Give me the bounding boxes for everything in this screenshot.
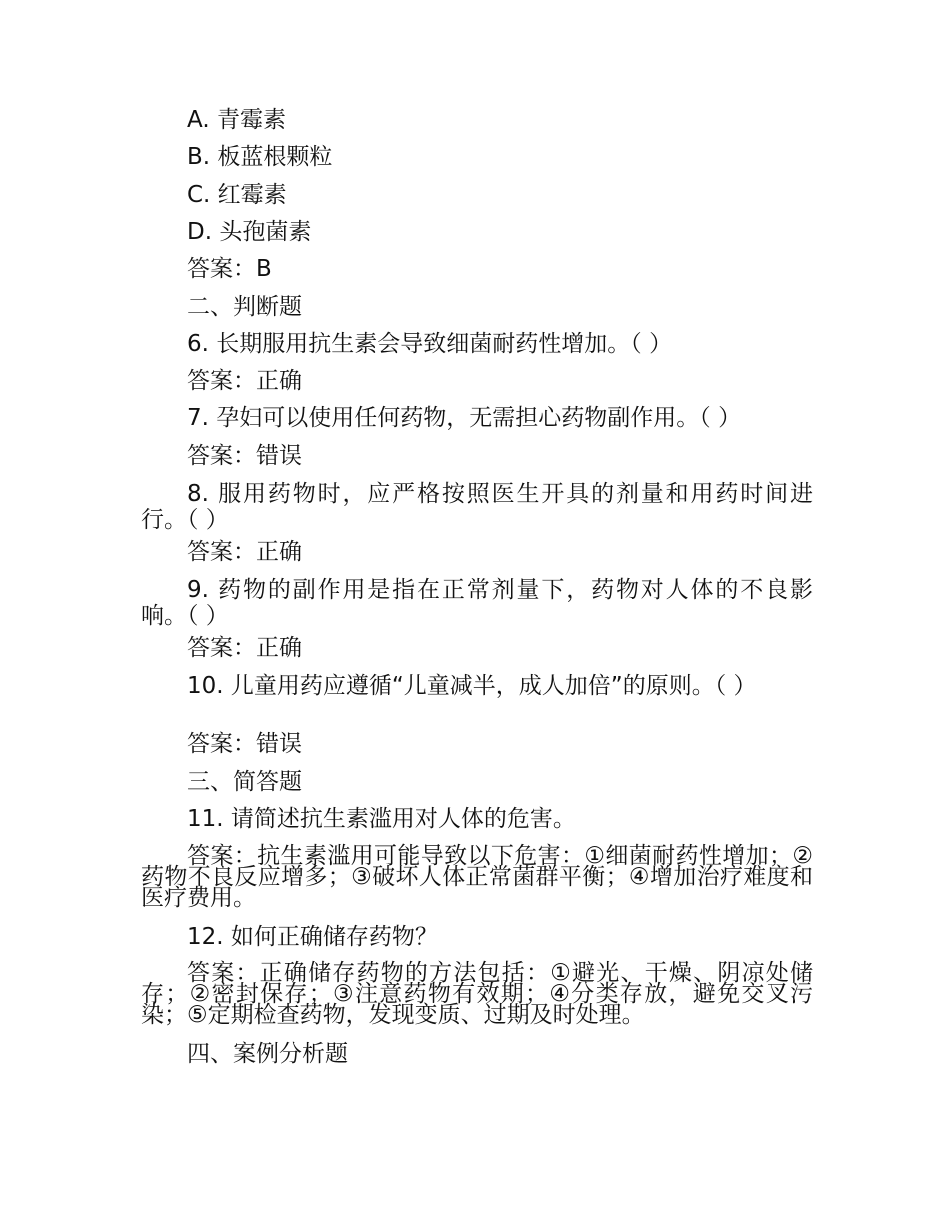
answer-5: 答案：B — [187, 256, 272, 282]
answer-12: 答案：正确储存药物的方法包括：①避光、干燥、阴凉处储存；②密封保存；③注意药物有效期；④分类存放，避免交叉污染；⑤定期检查药物，发现变质、过期及时处理。 — [141, 960, 813, 1028]
question-12: 12. 如何正确储存药物？ — [187, 924, 438, 950]
question-6: 6. 长期服用抗生素会导致细菌耐药性增加。（ ） — [187, 331, 673, 357]
answer-6: 答案：正确 — [187, 368, 302, 394]
question-10: 10. 儿童用药应遵循“儿童减半，成人加倍”的原则。（ ） — [187, 673, 757, 699]
question-7: 7. 孕妇可以使用任何药物，无需担心药物副作用。（ ） — [187, 405, 742, 431]
answer-8: 答案：正确 — [187, 539, 302, 565]
answer-11: 答案：抗生素滥用可能导致以下危害：①细菌耐药性增加；②药物不良反应增多；③破坏人体正常菌群平衡；④增加治疗难度和医疗费用。 — [141, 843, 813, 911]
section-2-title: 二、判断题 — [187, 294, 302, 320]
section-4-title: 四、案例分析题 — [187, 1041, 348, 1067]
question-9: 9. 药物的副作用是指在正常剂量下，药物对人体的不良影响。（ ） — [141, 577, 813, 629]
option-c: C. 红霉素 — [187, 182, 287, 208]
answer-9: 答案：正确 — [187, 635, 302, 661]
question-8: 8. 服用药物时，应严格按照医生开具的剂量和用药时间进行。（ ） — [141, 481, 813, 533]
answer-10: 答案：错误 — [187, 731, 302, 757]
option-a: A. 青霉素 — [187, 107, 286, 133]
option-b: B. 板蓝根颗粒 — [187, 144, 333, 170]
question-11: 11. 请简述抗生素滥用对人体的危害。 — [187, 806, 576, 832]
answer-7: 答案：错误 — [187, 443, 302, 469]
section-3-title: 三、简答题 — [187, 769, 302, 795]
option-d: D. 头孢菌素 — [187, 219, 312, 245]
